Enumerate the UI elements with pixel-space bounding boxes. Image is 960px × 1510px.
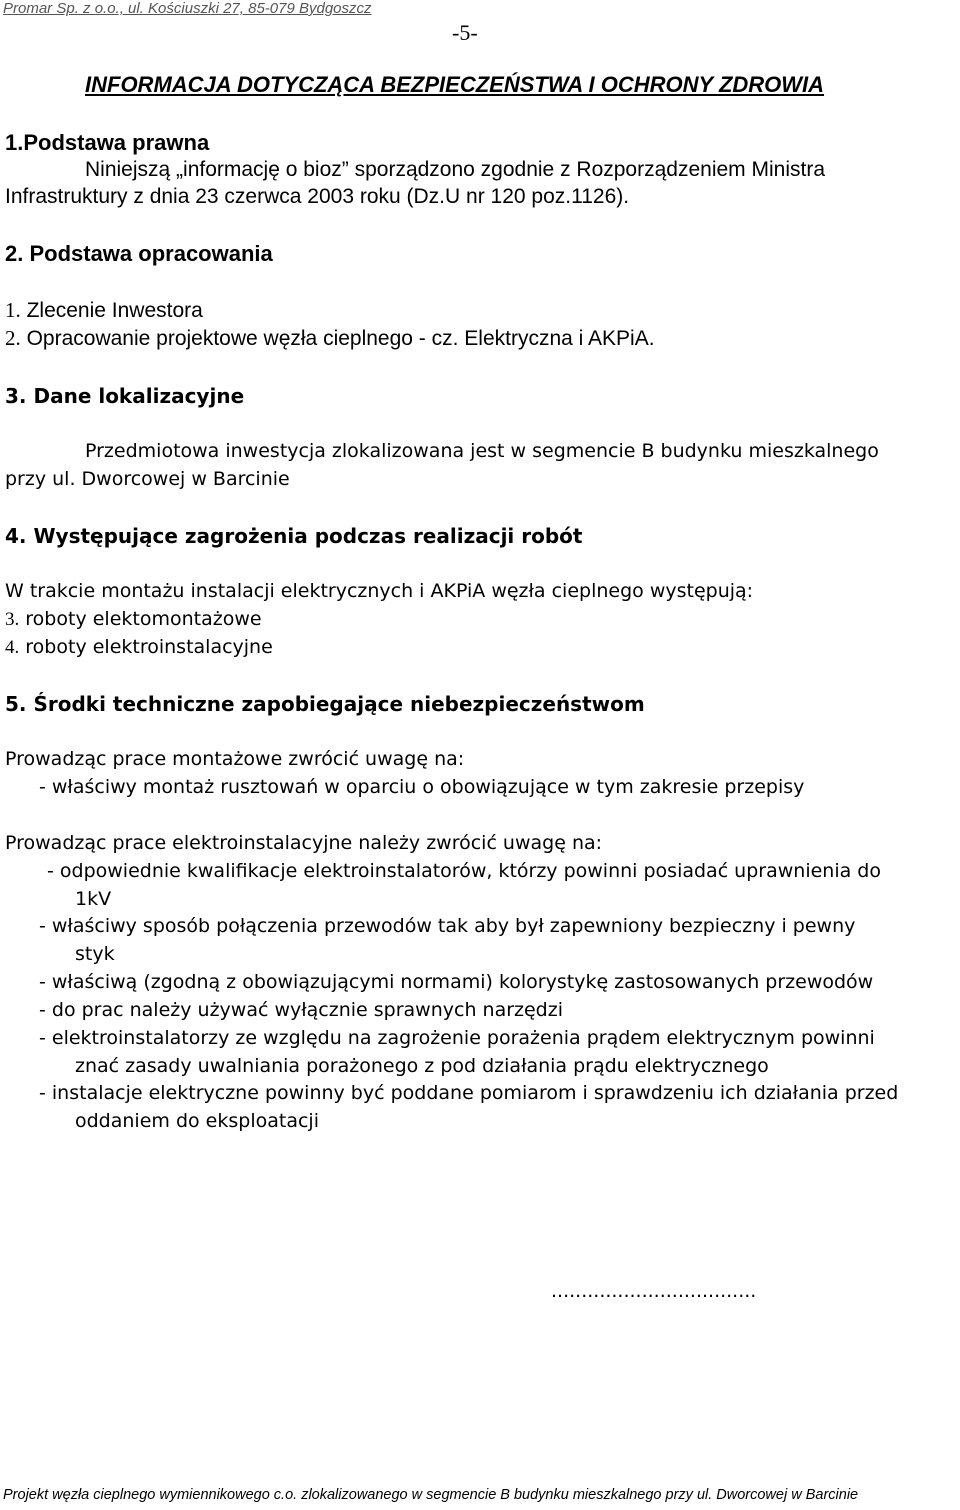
list-item-continuation: oddaniem do eksploatacji <box>75 1110 319 1132</box>
signature-placeholder: .................................. <box>551 1280 757 1302</box>
list-text: Zlecenie Inwestora <box>20 299 203 322</box>
section-5-heading: 5. Środki techniczne zapobiegające niebezpieczeństwom <box>5 692 645 716</box>
section-4-intro: W trakcie montażu instalacji elektrycznych i AKPiA węzła cieplnego występują: <box>5 580 754 602</box>
section-3-line2: przy ul. Dworcowej w Barcinie <box>5 468 290 490</box>
list-item: - właściwą (zgodną z obowiązującymi normami) kolorystykę zastosowanych przewodów <box>39 971 874 993</box>
section-1-heading: 1.Podstawa prawna <box>5 130 210 155</box>
list-item-continuation: znać zasady uwalniania porażonego z pod działania prądu elektrycznego <box>75 1055 769 1077</box>
header-company: Promar Sp. z o.o., ul. Kościuszki 27, 85-079 Bydgoszcz <box>3 0 372 17</box>
list-text: roboty elektroinstalacyjne <box>19 636 273 658</box>
list-item <box>5 608 262 631</box>
list-item <box>5 298 203 323</box>
list-item: - do prac należy używać wyłącznie sprawnych narzędzi <box>39 999 563 1021</box>
page-number: -5- <box>452 20 478 45</box>
list-item: - właściwy sposób połączenia przewodów tak aby był zapewniony bezpieczny i pewny <box>39 915 856 937</box>
section-2-heading: 2. Podstawa opracowania <box>5 241 273 266</box>
list-number: 2. <box>5 326 21 350</box>
list-item: - elektroinstalatorzy ze względu na zagrożenie porażenia prądem elektrycznym powinni <box>39 1027 875 1049</box>
list-item <box>5 326 655 351</box>
list-text: roboty elektomontażowe <box>19 608 262 630</box>
list-item-continuation: 1kV <box>75 888 112 910</box>
section-5-para2: Prowadząc prace elektroinstalacyjne należy zwrócić uwagę na: <box>5 832 603 854</box>
section-1-line1: Niniejszą „informację o bioz” sporządzono zgodnie z Rozporządzeniem Ministra <box>85 158 826 181</box>
list-number: 1. <box>5 298 21 322</box>
list-text: Opracowanie projektowe węzła cieplnego - cz. Elektryczna i AKPiA. <box>20 327 655 350</box>
section-3-line1: Przedmiotowa inwestycja zlokalizowana jest w segmencie B budynku mieszkalnego <box>85 440 879 462</box>
list-item: - instalacje elektryczne powinny być poddane pomiarom i sprawdzeniu ich działania przed <box>39 1082 899 1104</box>
list-item: - właściwy montaż rusztowań w oparciu o obowiązujące w tym zakresie przepisy <box>39 776 805 798</box>
list-number: 4. <box>5 637 20 658</box>
section-3-heading: 3. Dane lokalizacyjne <box>5 384 245 408</box>
footer: Projekt węzła cieplnego wymiennikowego c.o. zlokalizowanego w segmencie B budynku mieszkalnego przy ul. Dworcowej w Barcinie <box>3 1487 859 1503</box>
list-item <box>5 636 273 659</box>
section-4-heading: 4. Występujące zagrożenia podczas realizacji robót <box>5 524 583 548</box>
document-title: INFORMACJA DOTYCZĄCA BEZPIECZEŃSTWA I OCHRONY ZDROWIA <box>85 72 825 97</box>
list-item: - odpowiednie kwalifikacje elektroinstalatorów, którzy powinni posiadać uprawnienia do <box>47 860 881 882</box>
section-1-line2: Infrastruktury z dnia 23 czerwca 2003 roku (Dz.U nr 120 poz.1126). <box>5 185 630 208</box>
list-number: 3. <box>5 609 20 630</box>
list-item-continuation: styk <box>75 943 115 965</box>
section-5-para1: Prowadząc prace montażowe zwrócić uwagę na: <box>5 748 465 770</box>
